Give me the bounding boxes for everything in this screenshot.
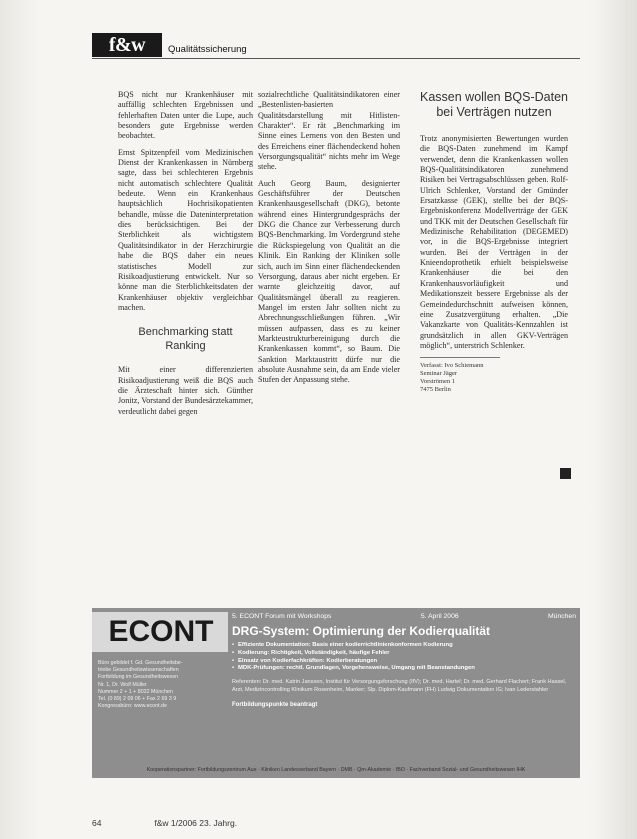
article-column-3 xyxy=(420,90,568,394)
paragraph: sozialrechtliche Qualitätsindikatoren einer „Bestenlisten-basierten Qualitätsdarstellung mit Hitlisten-Charakter“. Er rät „Benchmarking im Sinne eines Lernens von den Besten und des Erreichens einer flächendeckend hohen Versorgungsqualität“ nichts mehr im Wege stehe. xyxy=(258,90,400,172)
ad-contact-line: Nr. 1, Dr. Wolf Müller xyxy=(98,681,147,688)
subheading: Benchmarking statt Ranking xyxy=(138,326,233,353)
paragraph: Trotz anonymisierten Bewertungen wurden die BQS-Daten zunehmend im Kampf verwendet, denn die Krankenkassen wollen BQS-Qualitätsindikatoren zunehmend Risiken bei Vertragsabschlüssen geben. Rolf-Ulrich Schlenker, Vorstand der Gmünder Ersatzkasse (GEK), stellte bei der BQS-Ergebniskonferenz Modellverträge der GEK und TKK mit der Deutschen Gesellschaft für Medizinische Rehabilitation (DEGEMED) vor, in die BQS-Ergebnisse integriert wurden. Bei der Verträgen in der Knieendoprothetik erhielt beispielsweise Krankenhäuser die bei den Krankenhausvorläufigkeit und Medikationszeit bessere Ergebnisse als der Gemeindedurchschnitt aufweisen können, eine Zusatzvergütung erhalten. „Die Vakanzkarte von Qualitäts-Kennzahlen ist grundsätzlich in allen GKV-Verträgen möglich“, unterstrich Schlenker. xyxy=(420,134,568,350)
ad-main-content xyxy=(232,612,576,709)
author-address-line: Vorströmen 1 xyxy=(420,378,456,386)
ad-contact-line: Kongressbüro: www.econt.de xyxy=(98,703,167,710)
article-column-2 xyxy=(258,90,400,392)
ad-speakers: Referenten: Dr. med. Katrin Janssen, Institut für Versorgungsforschung (IfV); Dr. med. Hartel; Dr. med. Gerhard Flachert; Frank Hassel, Arzt, Medizincontrolling Klinikum Rosenheim, Manker; Slp. Diplom-Kaufmann (FH) Ludwig Dokumentation IG; Ivan Lederstahler xyxy=(232,679,567,693)
ad-event-name: 5. ECONT Forum mit Workshops xyxy=(232,613,332,620)
ad-partner-line: Kooperationspartner: Fortbildungszentrum Aue · Kliniken Landesverband Bayern · DMB · Qm-Akademie · IBO · Fachverband Sozial- und Gesundheitswesen IHK xyxy=(146,767,526,773)
ad-contact-line: triebe Gesundheitswissenschaften xyxy=(98,667,179,674)
paragraph: Auch Georg Baum, designierter Geschäftsführer der Deutschen Krankenhausgesellschaft (DKG), betonte während eines Hintergrundgesprächs der DKG die Chance zur Verbesserung durch BQS-Benchmarking. Im Vordergrund stehe die Rückspiegelung von Qualität an die Klinik. Ein Ranking der Kliniken solle sich, auch im Sinn einer flächendeckenden Versorgung, daraus aber nicht ergeben. Er warnte gleichzeitig davor, auf Qualitätsmängel überall zu reagieren. Mangel im ersten Jahr sollten nicht zu Abrechnungsschließungen führen. „Wir müssen aufpassen, dass es zu keiner Markteustrukturbereinigung durch die Krankenkassen kommt“, so Baum. Die Sanktion Marktaustritt dürfe nur die absolute Ausnahme sein, da am Ende vieler Stufen der Anpassung stehe. xyxy=(258,178,400,385)
ad-cta: Fortbildungspunkte beantragt xyxy=(232,702,318,709)
author-block xyxy=(420,362,568,394)
ad-contact-line: Büro gebildet f. Gd. Gesundheitsbe- xyxy=(98,660,183,666)
ad-title: DRG-System: Optimierung der Kodierqualität xyxy=(232,624,491,638)
ad-topic-item: • Kodierung: Richtigkeit, Vollständigkeit, häufige Fehler xyxy=(232,650,576,658)
ad-contact-line: Nummer 2 + 1 + 8032 München xyxy=(98,688,173,695)
ad-event-line xyxy=(232,612,576,621)
ad-event-city: München xyxy=(548,613,576,620)
ad-topic-item: • MDK-Prüfungen: rechtl. Grundlagen, Vorgehensweise, Umgang mit Beanstandungen xyxy=(232,665,576,673)
header-rule xyxy=(92,58,580,59)
ad-contact-line: Tel. (0 89) 2 09 06 + Fax 2 69 3 9 xyxy=(98,696,177,703)
author-address-line: Seminar Jäger xyxy=(420,370,458,378)
author-divider xyxy=(420,357,500,358)
column-headline: Kassen wollen BQS-Daten bei Verträgen nutzen xyxy=(420,90,568,119)
page-footer xyxy=(92,818,237,828)
magazine-logo: f&w xyxy=(92,33,162,57)
issue-info: f&w 1/2006 23. Jahrg. xyxy=(154,818,238,828)
ad-contact-block xyxy=(98,660,224,710)
end-of-article-icon xyxy=(560,468,571,479)
section-label: Qualitätssicherung xyxy=(168,44,247,55)
ad-event-date: 5. April 2006 xyxy=(420,613,459,620)
econt-logo: ECONT xyxy=(108,615,214,648)
article-column-1 xyxy=(118,90,253,423)
ad-topic-list xyxy=(232,642,576,673)
ad-contact-line: Fortbildung im Gesundheitswesen xyxy=(98,674,179,681)
ad-logo-box xyxy=(92,612,228,652)
paragraph: BQS nicht nur Krankenhäuser mit auffällig schlechten Ergebnissen und fehlerhaften Daten unter die Lupe, auch besonders gute Ergebnisse werden beobachtet. xyxy=(118,90,253,141)
econt-advertisement xyxy=(92,608,580,778)
author-name: Verfasst: Ivo Schiemann xyxy=(420,362,484,370)
paragraph: Ernst Spitzenpfeil vom Medizinischen Dienst der Krankenkassen in Nürnberg sagte, dass bei schlechteren Ergebnis nicht automatisch schlechtere Qualität bedeute. Wenn ein Krankenhaus hauptsächlich Hochrisikopatienten behandle, müsse die Dateninterpretation dies berücksichtigen. Bei der Sterblichkeit als wichtigstem Qualitätsindikator in der Herzchirurgie habe die BQS daher ein neues statistisches Modell zur Risikoadjustierung entwickelt. Nur so könne man die Sterblichkeitsdaten der Krankenhäuser objektiv vergleichbar machen. xyxy=(118,147,253,312)
ad-topic-item: • Effiziente Dokumentation: Basis einer kodierrichtlinienkonformen Kodierung xyxy=(232,642,576,650)
page-number: 64 xyxy=(92,818,102,828)
author-address-line: 7475 Berlin xyxy=(420,386,451,394)
ad-topic-item: • Einsatz von Kodierfachkräften: Kodierberatungen xyxy=(232,658,576,666)
paragraph: Mit einer differenzierten Risikoadjustierung weiß die BQS auch die Ärzteschaft hinter sich. Günther Jonitz, Vorstand der Bundesärztekammer, verdeutlicht dabei gegen xyxy=(118,365,253,416)
